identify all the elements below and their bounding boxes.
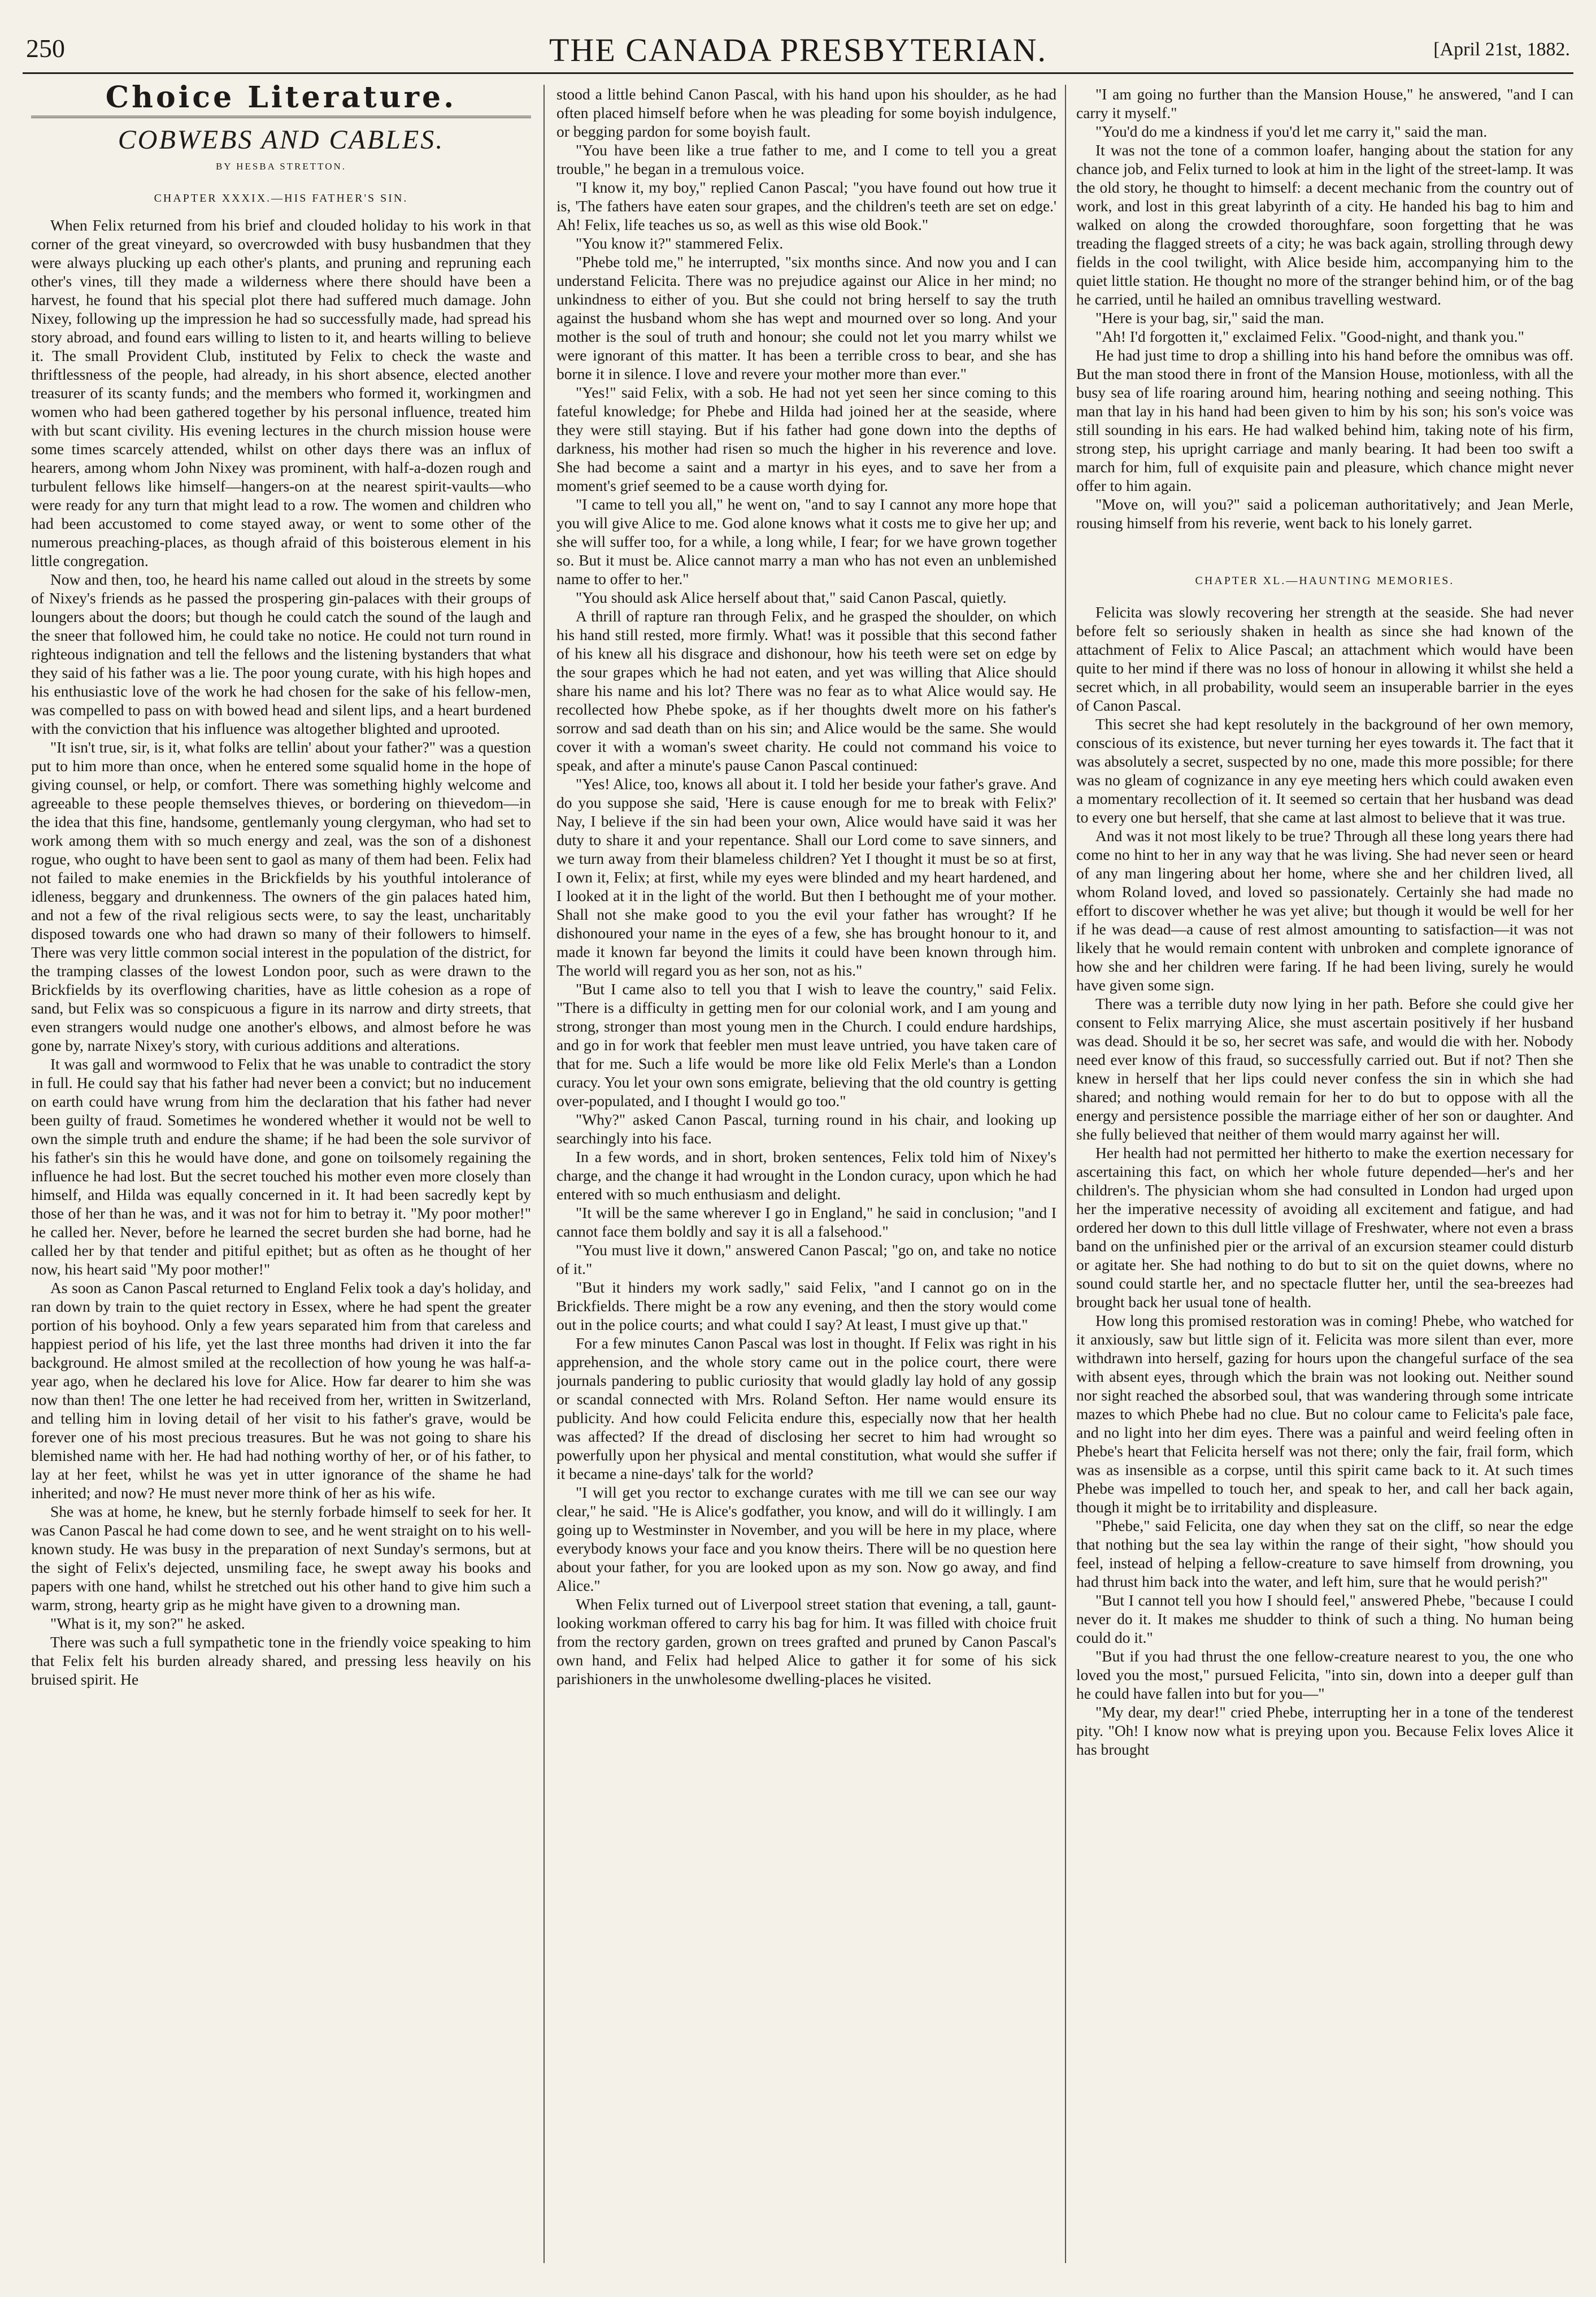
paragraph: "You should ask Alice herself about that," said Canon Pascal, quietly. <box>576 589 1007 606</box>
column-2 <box>556 85 1056 2274</box>
paragraph: "I came to tell you all," he went on, "and to say I cannot any more hope that you will give Alice to me. God alone knows what it costs me to give her up; and she will suffer too, for a while, a long while, I fear; for we have grown together so. But it must be. Alice cannot marry a man who has not even an unblemished name to offer to her." <box>556 495 1056 588</box>
column-3 <box>1076 85 1573 2274</box>
column-divider <box>1065 85 1066 2263</box>
paragraph: When Felix returned from his brief and clouded holiday to his work in that corner of the great vineyard, so overcrowded with busy husbandmen that they were always plucking up each other's plants, and pruning and repruning each other's vines, till they made a wilderness where there should have been a harvest, he found that his special plot there had suffered much damage. John Nixey, following up the impression he had so successfully made, had spread his story abroad, and found ears willing to listen to it, and hearts willing to believe it. The small Provident Club, instituted by Felix to check the waste and thriftlessness of the people, had already, in his short absence, elected another treasurer of its scanty funds; and the members who formed it, workingmen and women who had been gathered together by his personal influence, treated him with but scant civility. His evening lectures in the church mission house were some times scarcely attended, whilst on other days there was an influx of hearers, among whom John Nixey was prominent, with half-a-dozen rough and turbulent fellows like himself—hangers-on at the nearest spirit-vaults—who were ready for any turn that might lead to a row. The women and children who had been accustomed to come stayed away, or went to some other of the numerous preaching-places, as though afraid of this boisterous element in his little congregation. <box>31 216 531 569</box>
paragraph: "I am going no further than the Mansion House," he answered, "and I can carry it myself." <box>1076 85 1573 121</box>
column-divider <box>543 85 545 2263</box>
paragraph: "Yes!" said Felix, with a sob. He had not yet seen her since coming to this fateful knowledge; for Phebe and Hilda had joined her at the seaside, where they were still staying. But if his father had gone down into the depths of darkness, his mother had risen so much the higher in his reverence and love. She had become a saint and a martyr in his eyes, and to save her from a moment's grief seemed to be a cause worth dying for. <box>556 384 1056 494</box>
paragraph: This secret she had kept resolutely in the background of her own memory, conscious of its existence, but never turning her eyes towards it. The fact that it was absolutely a secret, suspected by no one, made this more possible; for there was no gleam of cognizance in any eye meeting hers which could awaken even a momentary recollection of it. It seemed so certain that her husband was dead to every one but herself, that she came at last almost to believe that it was true. <box>1076 715 1573 826</box>
paragraph: There was such a full sympathetic tone in the friendly voice speaking to him that Felix felt his burden already shared, and pressing less heavily on his bruised spirit. He <box>31 1633 531 1688</box>
paragraph: "Ah! I'd forgotten it," exclaimed Felix. "Good-night, and thank you." <box>1095 328 1524 345</box>
story-title: COBWEBS AND CABLES. <box>118 125 445 155</box>
paragraph: A thrill of rapture ran through Felix, and he grasped the shoulder, on which his hand still rested, more firmly. What! was it possible that this second father of his knew all his disgrace and dishonour, how his teeth were set on edge by the sour grapes which he had not eaten, and yet was willing that Alice should share his name and his lot? There was no fear as to what Alice would say. He recollected how Phebe spoke, as if her thoughts dwelt more on his father's sorrow and sad death than on his sin; and Alice would be the same. She would cover it with a woman's sweet charity. He could not command his voice to speak, and after a minute's pause Canon Pascal continued: <box>556 607 1056 774</box>
paragraph: It was not the tone of a common loafer, hanging about the station for any chance job, and Felix turned to look at him in the light of the street-lamp. It was the old story, he thought to himself: a decent mechanic from the country out of work, and lost in this great labyrinth of a city. He handed his bag to him and walked on along the crowded thoroughfare, soon forgetting that he was treading the flagged streets of a city; he was back again, strolling through dewy fields in the cool twilight, with Alice beside him, accompanying him to the quiet little station. He thought no more of the stranger behind him, or of the bag he carried, until he hailed an omnibus travelling westward. <box>1076 141 1573 308</box>
paragraph: stood a little behind Canon Pascal, with his hand upon his shoulder, as he had often placed himself before when he was pleading for some boyish indulgence, or begging pardon for some boyish fault. <box>556 85 1056 140</box>
paragraph: "What is it, my son?" he asked. <box>50 1615 245 1632</box>
paragraph: Felicita was slowly recovering her strength at the seaside. She had never before felt so seriously shaken in health as since she had known of the attachment of Felix to Alice Pascal; an attachment which would have been quite to her mind if there was no loss of honour in allowing it whilst she held a secret which, in all probability, would seem an insuperable barrier in the eyes of Canon Pascal. <box>1076 603 1573 714</box>
paragraph: And was it not most likely to be true? Through all these long years there had come no hint to her in any way that he was living. She had never seen or heard of any man lingering about her home, where she and her children lived, all whom Roland loved, and loved so passionately. Certainly she had made no effort to discover whether he was yet alive; but though it would be well for her if he was dead—a cause of rest almost amounting to satisfaction—it was not likely that he would remain content with unbroken and complete ignorance of how she and her children were faring. If he had been living, surely he would have given some sign. <box>1076 827 1573 994</box>
paragraph: "But I came also to tell you that I wish to leave the country," said Felix. "There is a difficulty in getting men for our colonial work, and I am young and strong, stronger than most young men in the Church. I could endure hardships, and go in for work that feebler men must leave untried, you have taken care of that for me. Such a life would be more like old Felix Merle's than a London curacy. You let your own sons emigrate, believing that the old country is getting over-populated, and I thought I would go too." <box>556 980 1056 1110</box>
paragraph: "It isn't true, sir, is it, what folks are tellin' about your father?" was a question put to him more than once, when he entered some squalid home in the hope of giving counsel, or help, or comfort. There was something highly welcome and agreeable to these people themselves thieves, or bordering on thievedom—in the idea that this fine, handsome, gentlemanly young clergyman, who had set to work among them with so much energy and zeal, was the son of a dishonest rogue, who ought to have been sent to gaol as many of them had been. Felix had not failed to make enemies in the Brickfields by his youthful intolerance of idleness, beggary and drunkenness. The owners of the gin palaces hated him, and not a few of the rival religious sects were, to say the least, uncharitably disposed towards one who had drawn so many of their followers to himself. There was very little common social interest in the population of the district, for the tramping classes of the lowest London poor, such as were drawn to the Brickfields by its overflowing charities, have as little cohesion as a rope of sand, but Felix was so conspicuous a figure in its narrow and dirty streets, that even strangers would nudge one another's elbows, and almost before he was gone by, narrate Nixey's story, with curious additions and alterations. <box>31 738 531 1054</box>
section-heading: Choice Literature. <box>31 88 531 118</box>
paragraph: For a few minutes Canon Pascal was lost in thought. If Felix was right in his apprehension, and the whole story came out in the police court, there were journals pandering to public curiosity that would gladly lay hold of any gossip or scandal connected with Mrs. Roland Sefton. Her name would ensure its publicity. And how could Felicita endure this, especially now that her health was affected? If the dread of disclosing her secret to him had wrought so powerfully upon her physical and mental constitution, what would she suffer if it became a nine-days' talk for the world? <box>556 1334 1056 1482</box>
paragraph: "It will be the same wherever I go in England," he said in conclusion; "and I cannot face them boldly and say it is all a falsehood." <box>556 1204 1056 1240</box>
paragraph: "But it hinders my work sadly," said Felix, "and I cannot go on in the Brickfields. There might be a row any evening, and then the story would come out in the police courts; and what could I say? At least, I must give up that." <box>556 1278 1056 1333</box>
paragraph: She was at home, he knew, but he sternly forbade himself to seek for her. It was Canon Pascal he had come down to see, and he went straight on to his well-known study. He was busy in the preparation of next Sunday's sermons, but at the sight of Felix's dejected, unsmiling face, he swept away his books and papers with one hand, whilst he stretched out his other hand to give him such a warm, strong, hearty grip as he might have given to a drowning man. <box>31 1503 531 1613</box>
paragraph: "Here is your bag, sir," said the man. <box>1095 309 1324 327</box>
paragraph: "You know it?" stammered Felix. <box>576 234 784 252</box>
paragraph: "Phebe," said Felicita, one day when they sat on the cliff, so near the edge that nothing but the sea lay within the range of their sight, "how should you feel, instead of helping a fellow-creature to save himself from drowning, you had thrust him back into the water, and left him, sure that he would perish?" <box>1076 1517 1573 1590</box>
issue-date: [April 21st, 1882. <box>1433 39 1570 60</box>
paragraph: "Phebe told me," he interrupted, "six months since. And now you and I can understand Felicita. There was no prejudice against our Alice in her mind; no unkindness to either of you. But she could not bring herself to say the truth against the husband whom she has wept and mourned over so long. And your mother is the soul of truth and honour; she could not let you marry whilst we were ignorant of this matter. It has been a terrible cross to bear, and she has borne it in silence. I love and revere your mother more than ever." <box>556 253 1056 382</box>
page-header <box>23 31 1573 71</box>
paragraph: Her health had not permitted her hitherto to make the exertion necessary for ascertaining this fact, on which her whole future depended—her's and her children's. The physician whom she had consulted in London had urged upon her the imperative necessity of avoiding all excitement and fatigue, and had ordered her down to this dull little village of Freshwater, where not even a brass band on the unfinished pier or the arrival of an excursion steamer could disturb or agitate her. She had nothing to do but to sit on the quiet downs, where no sound could startle her, and no spectacle flutter her, until the sea-breezes had brought back her usual tone of health. <box>1076 1144 1573 1311</box>
paragraph: It was gall and wormwood to Felix that he was unable to contradict the story in full. He could say that his father had never been a convict; but no inducement on earth could have wrung from him the declaration that his father had never been guilty of fraud. Sometimes he wondered whether it would not be well to own the simple truth and endure the shame; if he had been the sole survivor of his father's sin this he would have done, and gone on toilsomely regaining the influence he had lost. But the secret touched his mother even more closely than himself, and Hilda was equally concerned in it. It had been sacredly kept by those of her than he was, and it was not for him to betray it. "My poor mother!" he called her. Never, before he learned the secret burden she had borne, had he called her by that tender and pitiful epithet; but as often as he thought of her now, his heart said "My poor mother!" <box>31 1055 531 1278</box>
paragraph: "You have been like a true father to me, and I come to tell you a great trouble," he began in a tremulous voice. <box>556 141 1056 177</box>
paragraph: How long this promised restoration was in coming! Phebe, who watched for it anxiously, saw but little sign of it. Felicita was more silent than ever, more withdrawn into herself, gazing for hours upon the changeful surface of the sea with absent eyes, through which the brain was not looking out. Neither sound nor sight reached the absorbed soul, that was wandering through some intricate mazes to which Phebe had no clue. But no colour came to Felicita's pale face, and no light into her dim eyes. There was a painful and weird feeling often in Phebe's heart that Felicita herself was not there; only the fair, frail form, which was as insensible as a corpse, until this spirit came back to it. At such times Phebe was impelled to touch her, and speak to her, and call her back again, though it might be to irritability and displeasure. <box>1076 1312 1573 1516</box>
paragraph: "But if you had thrust the one fellow-creature nearest to you, the one who loved you the most," pursued Felicita, "into sin, down into a deeper gulf than he could have fallen into but for you—" <box>1076 1647 1573 1702</box>
paragraph: "Yes! Alice, too, knows all about it. I told her beside your father's grave. And do you suppose she said, 'Here is cause enough for me to break with Felix?' Nay, I believe if the sin had been your own, Alice would have said it was her duty to share it and your repentance. Shall our Lord come to save sinners, and we turn away from their blameless children? Yet I thought it must be so at first, I own it, Felix; at first, while my eyes were blinded and my heart hardened, and I looked at it in the light of the world. But then I bethought me of your mother. Shall not she make good to you the evil your father has wrought? If he dishonoured your name in the eyes of a few, she has brought honour to it, and made it known far beyond the limits it could have been known through him. The world will regard you as her son, not as his." <box>556 775 1056 979</box>
masthead: THE CANADA PRESBYTERIAN. <box>549 32 1047 68</box>
paragraph: "Why?" asked Canon Pascal, turning round in his chair, and looking up searchingly into his face. <box>556 1111 1056 1147</box>
paragraph: In a few words, and in short, broken sentences, Felix told him of Nixey's charge, and the change it had wrought in the London curacy, upon which he had entered with so much enthusiasm and delight. <box>556 1148 1056 1203</box>
paragraph: When Felix turned out of Liverpool street station that evening, a tall, gaunt-looking workman offered to carry his bag for him. It was filled with choice fruit from the rectory garden, grown on trees grafted and pruned by Canon Pascal's own hand, and Felix had helped Alice to gather it for some of his sick parishioners in the unwholesome dwelling-places he visited. <box>556 1595 1056 1687</box>
paragraph: "You'd do me a kindness if you'd let me carry it," said the man. <box>1095 123 1488 140</box>
chapter-heading: CHAPTER XXXIX.—HIS FATHER'S SIN. <box>154 192 408 205</box>
author-byline: BY HESBA STRETTON. <box>215 161 347 172</box>
paragraph: "You must live it down," answered Canon Pascal; "go on, and take no notice of it." <box>556 1241 1056 1277</box>
paragraph: "But I cannot tell you how I should feel," answered Phebe, "because I could never do it. It makes me shudder to think of such a thing. No human being could do it." <box>1076 1591 1573 1646</box>
paragraph: "I know it, my boy," replied Canon Pascal; "you have found out how true it is, 'The fathers have eaten sour grapes, and the children's teeth are set on edge.' Ah! Felix, life teaches us so, as well as this wise old Book." <box>556 179 1056 233</box>
paragraph: Now and then, too, he heard his name called out aloud in the streets by some of Nixey's friends as he passed the prospering gin-palaces with their groups of loungers about the doors; but though he could catch the sound of the laugh and the sneer that followed him, he could take no notice. He could not turn round in righteous indignation and tell the fellows and the listening bystanders that what they said of his father was a lie. The poor young curate, with his high hopes and his enthusiastic love of the work he had chosen for the sake of his fellow-men, was compelled to pass on with bowed head and silent lips, and a heart burdened with the conviction that his influence was altogether blighted and uprooted. <box>31 571 531 737</box>
header-rule <box>23 72 1573 74</box>
page-number: 250 <box>26 34 65 63</box>
paragraph: He had just time to drop a shilling into his hand before the omnibus was off. But the man stood there in front of the Mansion House, motionless, with all the busy sea of life roaring around him, hearing nothing and seeing nothing. This man that lay in his hand had been given to him by his son; his son's voice was still sounding in his ears. He had walked behind him, taking note of his firm, strong step, his upright carriage and manly bearing. It had been too swift a march for him, full of exquisite pain and pleasure, which chance might never offer to him again. <box>1076 346 1573 494</box>
paragraph: "My dear, my dear!" cried Phebe, interrupting her in a tone of the tenderest pity. "Oh! I know now what is preying upon you. Because Felix loves Alice it has brought <box>1076 1703 1573 1758</box>
paragraph: "I will get you rector to exchange curates with me till we can see our way clear," he said. "He is Alice's godfather, you know, and will do it willingly. I am going up to Westminster in November, and you will be here in my place, where everybody knows your face and you know theirs. There will be no question here about your father, for you are looked upon as my son. Now go away, and find Alice." <box>556 1484 1056 1594</box>
paragraph: "Move on, will you?" said a policeman authoritatively; and Jean Merle, rousing himself from his reverie, went back to his lonely garret. <box>1076 495 1573 532</box>
paragraph: As soon as Canon Pascal returned to England Felix took a day's holiday, and ran down by train to the quiet rectory in Essex, where he had spent the greater portion of his boyhood. Only a few years separated him from that careless and happiest period of his life, yet the last three months had driven it into the far background. He almost smiled at the recollection of how young he was half-a-year ago, when he declared his love for Alice. How far dearer to him she was now than then! The one letter he had received from her, written in Switzerland, and telling him in loving detail of her visit to his father's grave, would be forever one of his most precious treasures. But he was not going to share his blemished name with her. He had had nothing worthy of her, or of his father, to lay at her feet, whilst he was yet in utter ignorance of the shame he had inherited; and now? He must never more think of her as his wife. <box>31 1279 531 1502</box>
paragraph: There was a terrible duty now lying in her path. Before she could give her consent to Felix marrying Alice, she must ascertain positively if her husband was dead. Should it be so, her secret was safe, and would die with her. Nobody need ever know of this fraud, so successfully carried out. But if not? Then she knew in herself that her lips could never confess the sin in which she had shared; and nothing would remain for her to do but to oppose with all the energy and persistence possible the marriage either of her son or daughter. And she fully believed that neither of them would marry against her will. <box>1076 995 1573 1143</box>
column-1 <box>31 85 531 2274</box>
chapter-heading: CHAPTER XL.—HAUNTING MEMORIES. <box>1195 575 1455 587</box>
